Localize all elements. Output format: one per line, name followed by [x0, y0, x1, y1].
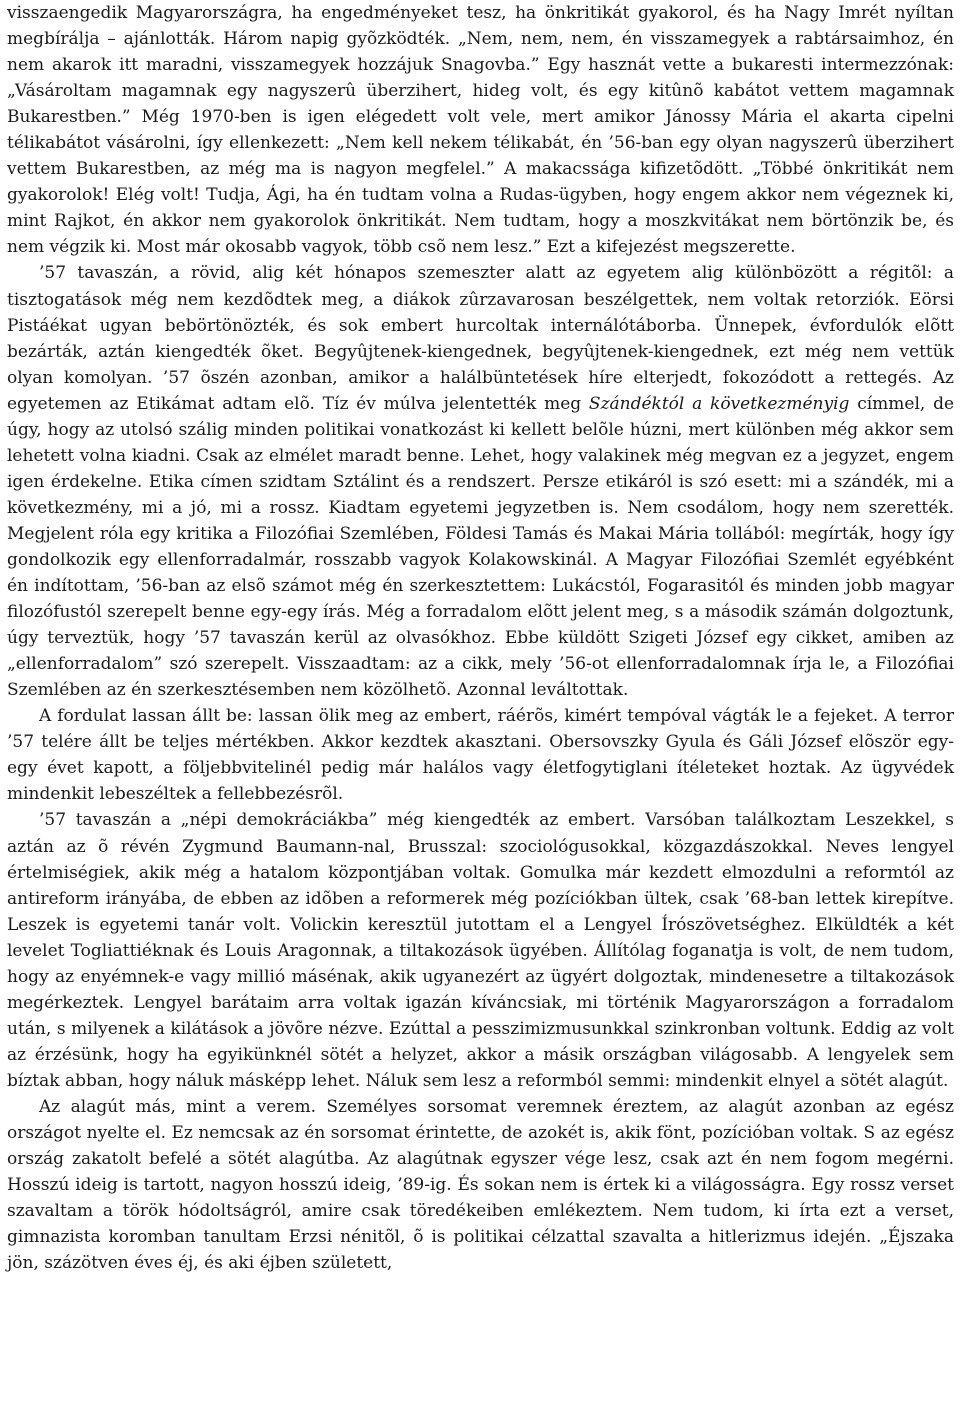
text-run: címmel, de úgy, hogy az utolsó szálig minden politikai vonatkozást ki kellett belõle húzni, mert különben még akkor sem lehetett volna kiadni. Csak az elmélet maradt benne. Lehet, hogy valakinek még megvan ez a jegyzet, engem igen érdekelne. Etika címen szidtam Sztálint és a rendszert. Persze etikáról is szó esett: mi a szándék, mi a következmény, mi a jó, mi a rossz. Kiadtam egyetemi jegyzetben is. Nem csodálom, hogy nem szerették. Megjelent róla egy kritika a Filozófiai Szemlében, Földesi Tamás és Makai Mária tollából: megírták, hogy így gondolkozik egy ellenforradalmár, rosszabb vagyok Kolakowskinál. A Magyar Filozófiai Szemlét egyébként én indítottam, ’56-ban az elsõ számot még én szerkesztettem: Lukácstól, Fogarasitól és minden jobb magyar filozófustól szerepelt benne egy-egy írás. Még a forradalom elõtt jelent meg, s a második számán dolgoztunk, úgy terveztük, hogy ’57 tavaszán kerül az olvasókhoz. Ebbe küldött Szigeti József egy cikket, amiben az „ellenforradalom” szó szerepelt. Visszaadtam: az a cikk, mely ’56-ot ellenforradalomnak írja le, a Filozófiai Szemlében az én szerkesztésemben nem közölhetõ. Azonnal leváltottak.: [7, 393, 955, 701]
text-run: visszaengedik Magyarországra, ha engedményeket tesz, ha önkritikát gyakorol, és ha Nagy Imrét nyíltan megbírálja – ajánlották. Három napig gyõzködték. „Nem, nem, nem, én visszamegyek a rabtársaimhoz, én nem akarok itt maradni, visszamegyek hozzájuk Snagovba.” Egy hasznát vette a bukaresti intermezzónak: „Vásároltam magamnak egy nagyszerû überzihert, hideg volt, és egy kitûnõ kabátot vettem magamnak Bukarestben.” Még 1970-ben is igen elégedett volt vele, mert amikor Jánossy Mária el akarta cipelni télikabátot vásárolni, így ellenkezett: „Nem kell nekem télikabát, én ’56-ban egy olyan nagyszerû überzihert vettem Bukarestben, az még ma is nagyon megfelel.” A makacssága kifizetõdött. „Többé önkritikát nem gyakorolok! Elég volt! Tudja, Ági, ha én tudtam volna a Rudas-ügyben, hogy engem akkor nem végeznek ki, mint Rajkot, én akkor nem gyakorolok önkritikát. Nem tudtam, hogy a moszkvitákat nem börtönzik be, és nem végzik ki. Most már okosabb vagyok, több csõ nem lesz.” Ezt a kifejezést megszerette.: [7, 3, 954, 258]
text-run: Az alagút más, mint a verem. Személyes sorsomat veremnek éreztem, az alagút azonban az egész országot nyelte el. Ez nemcsak az én sorsomat érintette, de azokét is, akik fönt, pozícióban voltak. S az egész ország zakatolt befelé a sötét alagútba. Az alagútnak egyszer vége lesz, csak azt én nem fogom megérni. Hosszú ideig is tartott, nagyon hosszú ideig, ’89-ig. És sokan nem is értek ki a világosságra. Egy rossz verset szavaltam a török hódoltságról, amire csak töredékeiben emlékeztem. Nem tudom, ki írta ezt a verset, gimnazista koromban tanultam Erzsi nénitõl, õ is politikai célzattal szavalta a hitlerizmus idején. „Éjszaka jön, százötven éves éj, és aki éjben született,: [7, 1096, 954, 1274]
paragraph: [7, 703, 954, 807]
text-run: A fordulat lassan állt be: lassan ölik meg az embert, ráérõs, kimért tempóval vágták le a fejeket. A terror ’57 telére állt be teljes mértékben. Akkor kezdtek akasztani. Obersovszky Gyula és Gáli József elõször egy-egy évet kapott, a följebbvitelinél pedig már halálos vagy életfogytiglani ítéleteket hoztak. Az ügyvédek mindenkit lebeszéltek a fellebbezésrõl.: [7, 706, 954, 805]
paragraph: [7, 0, 954, 260]
document-page: [7, 0, 954, 1276]
book-title: Szándéktól a következményig: [588, 393, 850, 414]
text-run: ’57 tavaszán, a rövid, alig két hónapos szemeszter alatt az egyetem alig különbözött a régitõl: a tisztogatások még nem kezdõdtek meg, a diákok zûrzavarosan beszélgettek, nem voltak retorziók. Eörsi Pistáékat ugyan bebörtönözték, és sok embert hurcoltak internálótáborba. Ünnepek, évfordulók elõtt bezárták, aztán kiengedték õket. Begyûjtenek-kiengednek, begyûjtenek-kiengednek, ezt még nem vettük olyan komolyan. ’57 õszén azonban, amikor a halálbüntetések híre elterjedt, fokozódott a rettegés. Az egyetemen az Etikámat adtam elõ. Tíz év múlva jelentették meg: [7, 263, 954, 414]
paragraph: [7, 1094, 954, 1276]
paragraph: [7, 807, 954, 1094]
text-run: ’57 tavaszán a „népi demokráciákba” még kiengedték az embert. Varsóban találkoztam Leszekkel, s aztán az õ révén Zygmund Baumann-nal, Brusszal: szociológusokkal, közgazdászokkal. Neves lengyel értelmiségiek, akik még a hatalom központjában voltak. Gomulka már kezdett elmozdulni a reformtól az antireform irányába, de ebben az idõben a reformerek még pozíciókban ültek, csak ’68-ban lettek kirepítve. Leszek is egyetemi tanár volt. Volickin keresztül jutottam el a Lengyel Írószövetséghez. Elküldték a két levelet Togliattiéknak és Louis Aragonnak, a tiltakozások ügyében. Állítólag foganatja is volt, de nem tudom, hogy az enyémnek-e vagy millió másénak, akik ugyanezért az ügyért dolgoztak, mindenesetre a tiltakozások megérkeztek. Lengyel barátaim arra voltak igazán kíváncsiak, mi történik Magyarországon a forradalom után, s milyenek a kilátások a jövõre nézve. Ezúttal a pesszimizmusunkkal szinkronban voltunk. Eddig az volt az érzésünk, hogy ha egyikünknél sötét a helyzet, akkor a másik országban világosabb. A lengyelek sem bíztak abban, hogy náluk másképp lehet. Náluk sem lesz a reformból semmi: mindenkit elnyel a sötét alagút.: [7, 810, 954, 1091]
paragraph: [7, 260, 954, 703]
